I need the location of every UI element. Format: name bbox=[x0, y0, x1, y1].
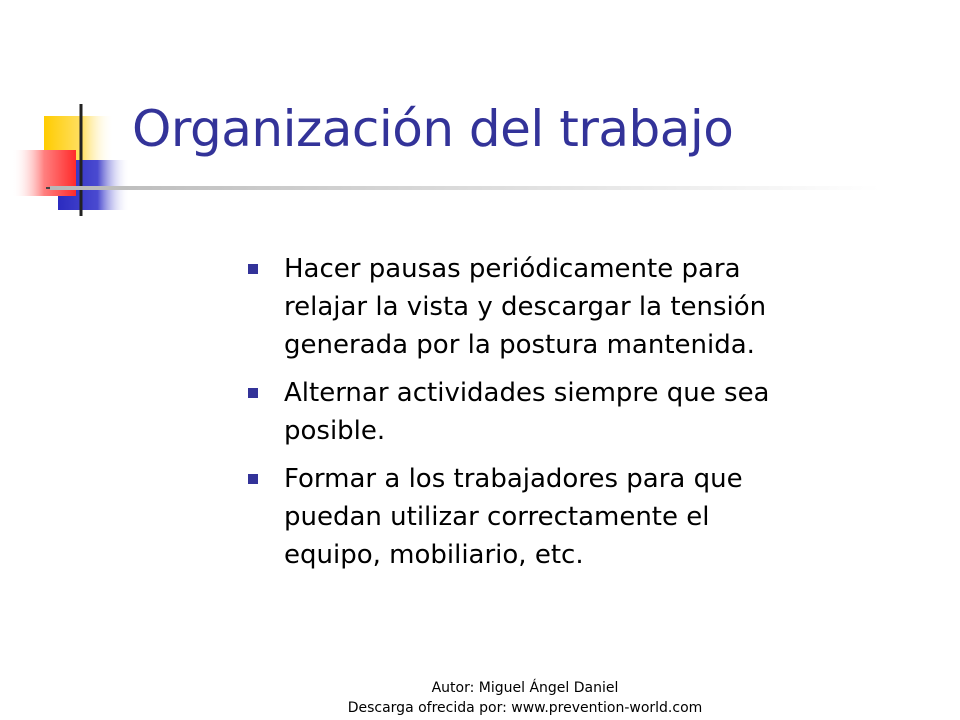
square-bullet-icon bbox=[248, 388, 258, 398]
footer-author: Autor: Miguel Ángel Daniel bbox=[431, 680, 619, 696]
bullet-item bbox=[248, 250, 808, 364]
slide-title: Organización del trabajo bbox=[132, 100, 734, 158]
footer-source: Descarga ofrecida por: www.prevention-world.com bbox=[347, 700, 703, 716]
bullet-text: Alternar actividades siempre que sea posible. bbox=[284, 378, 770, 446]
square-bullet-icon bbox=[248, 474, 258, 484]
bullet-text: Formar a los trabajadores para que puedan utilizar correctamente el equipo, mobiliario, etc. bbox=[284, 464, 743, 570]
bullet-text: Hacer pausas periódicamente para relajar la vista y descargar la tensión generada por la postura mantenida. bbox=[284, 254, 767, 360]
square-bullet-icon bbox=[248, 264, 258, 274]
title-underline bbox=[50, 186, 880, 190]
bullet-item bbox=[248, 460, 808, 574]
bullet-list bbox=[248, 250, 808, 584]
slide-footer bbox=[0, 678, 960, 718]
bullet-item bbox=[248, 374, 808, 450]
